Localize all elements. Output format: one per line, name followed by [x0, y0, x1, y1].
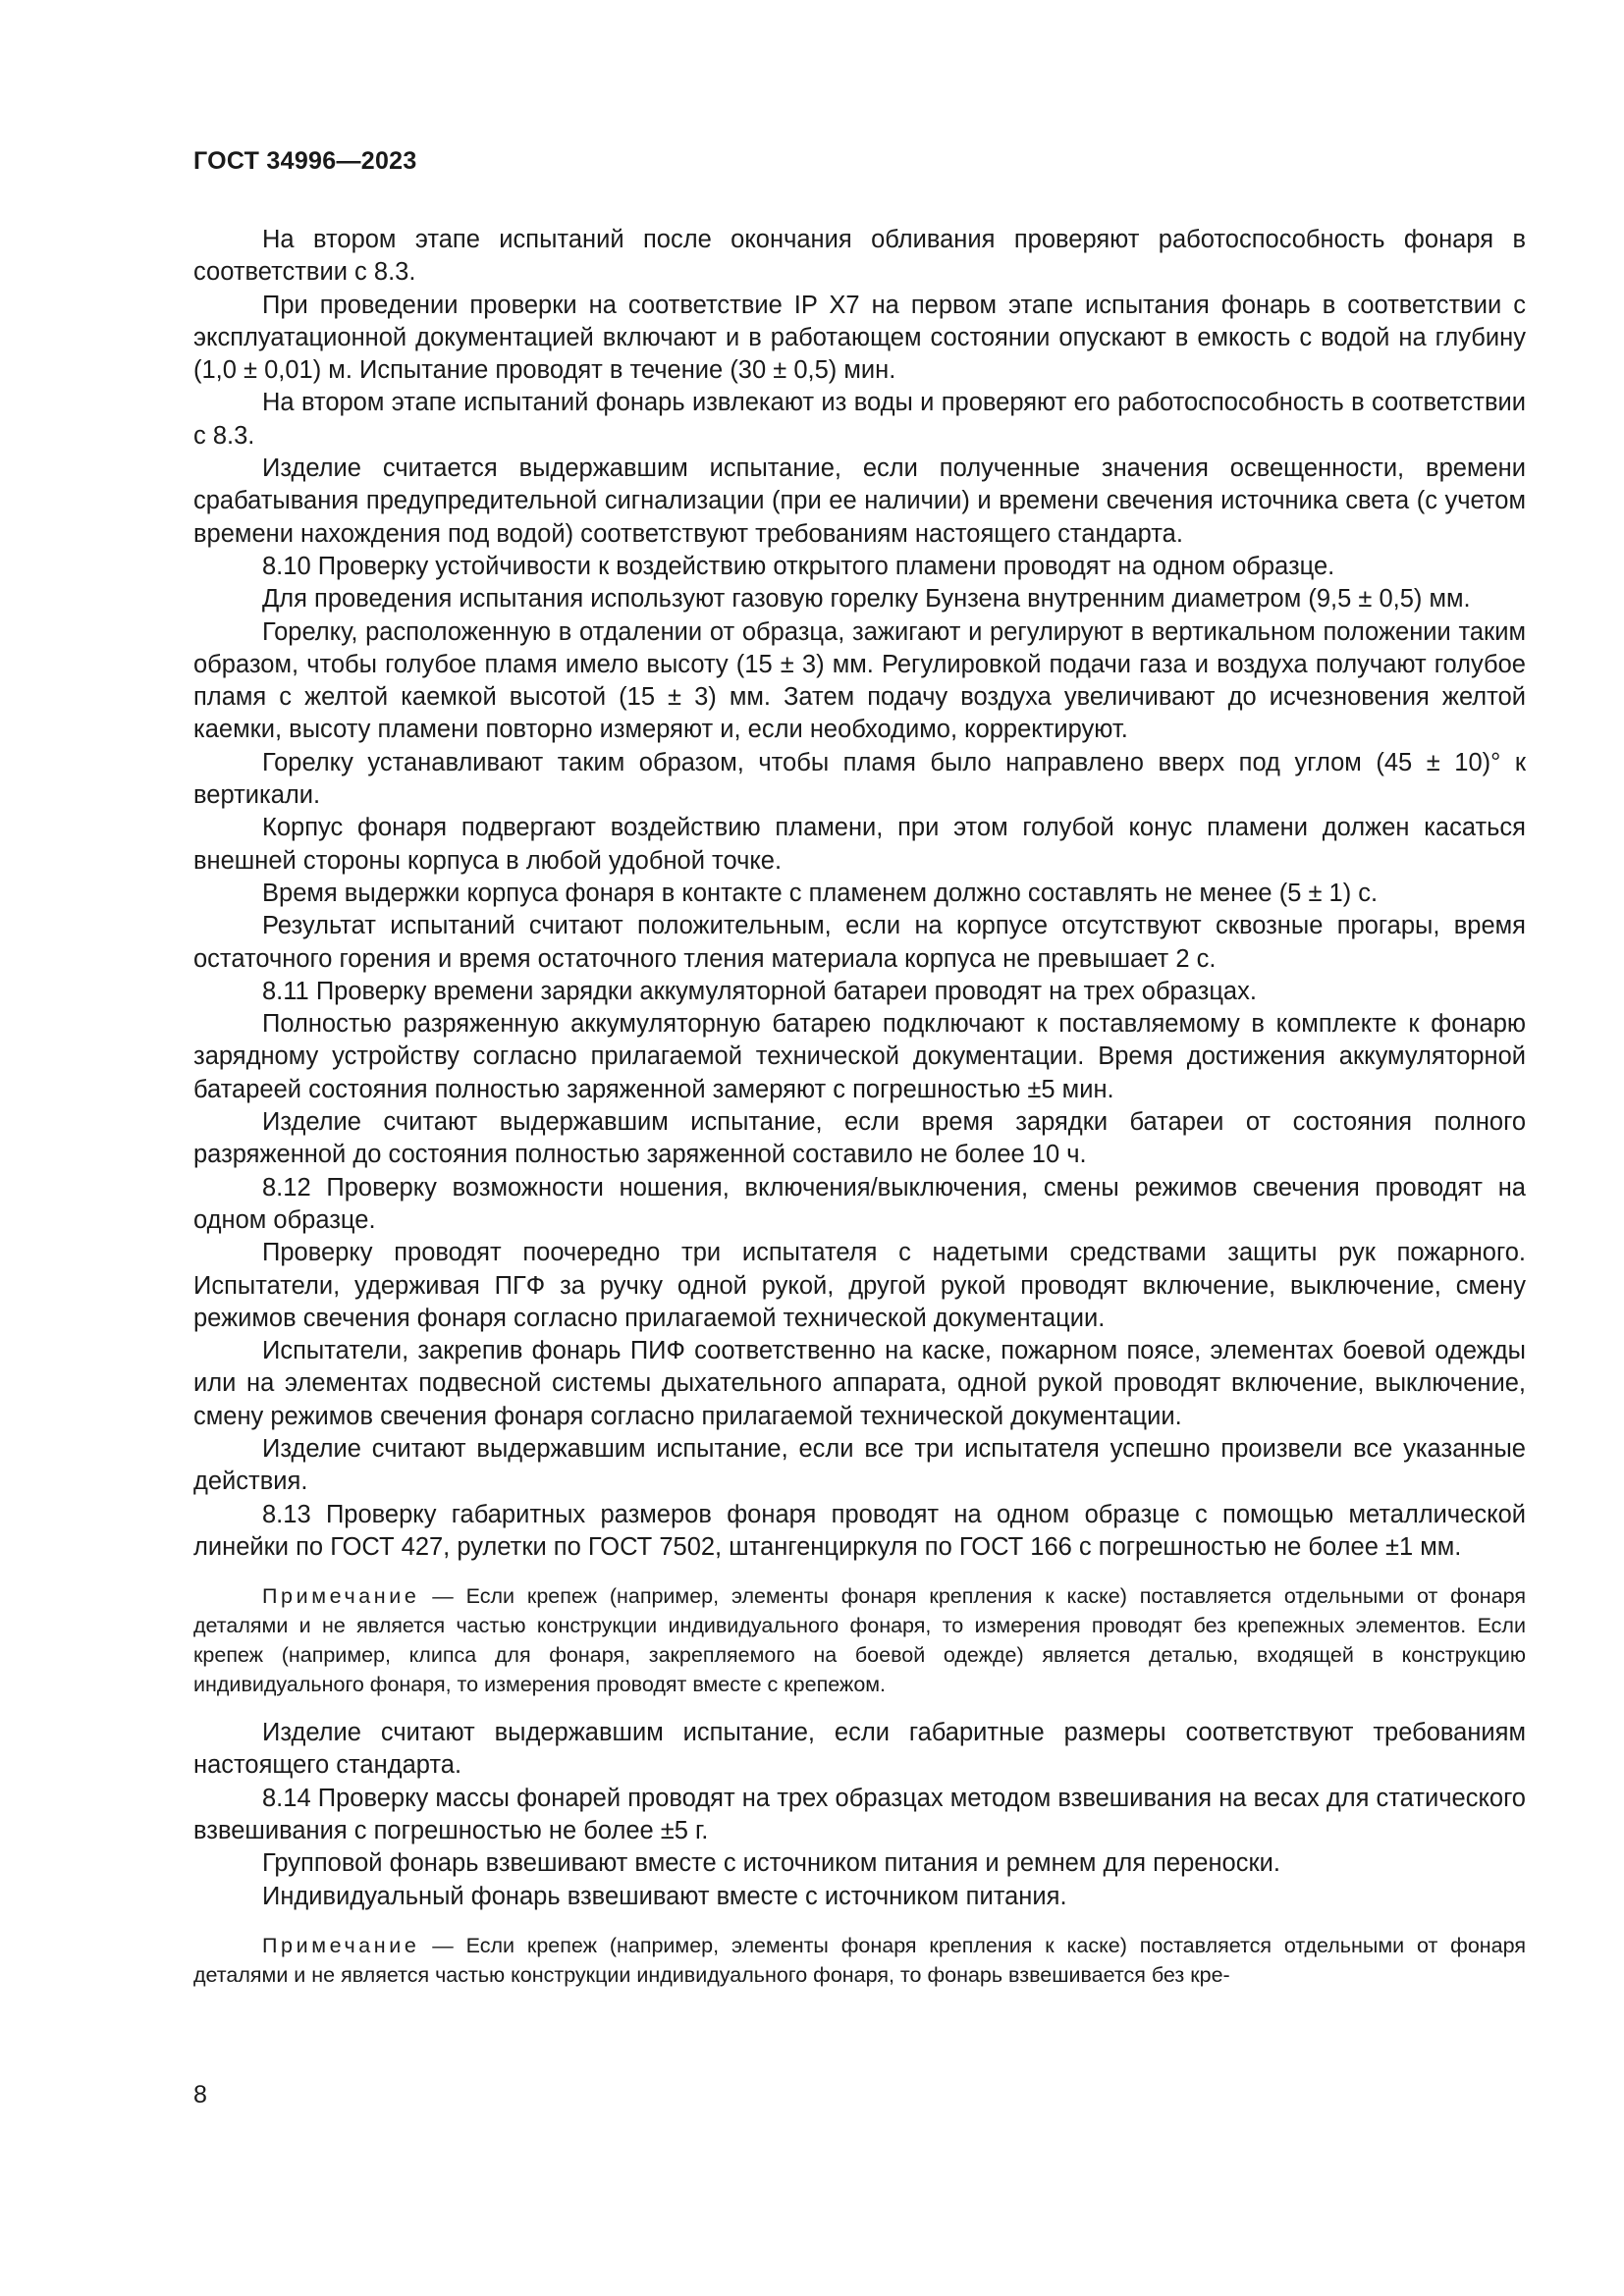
paragraph: На втором этапе испытаний после окончания обливания проверяют работоспособность фонаря в соответствии с 8.3.	[193, 226, 1526, 287]
paragraph: Для проведения испытания используют газовую горелку Бунзена внутренним диаметром (9,5 ± 0,5) мм.	[262, 585, 1471, 614]
paragraph: Корпус фонаря подвергают воздействию пламени, при этом голубой конус пламени должен касаться внешней стороны корпуса в любой удобной точке.	[193, 814, 1526, 875]
paragraph: Горелку, расположенную в отдалении от образца, зажигают и регулируют в вертикальном положении таким образом, чтобы голубое пламя имело высоту (15 ± 3) мм. Регулировкой подачи газа и воздуха получают голубое пламя с желтой каемкой высотой (15 ± 3) мм. Затем подачу воздуха увеличивают до исчезновения желтой каемки, высоту пламени повторно измеряют и, если необходимо, корректируют.	[193, 617, 1526, 744]
document-header: ГОСТ 34996—2023	[193, 147, 417, 175]
paragraph: Изделие считают выдержавшим испытание, если габаритные размеры соответствуют требованиям настоящего стандарта.	[193, 1719, 1526, 1780]
paragraph: 8.11 Проверку времени зарядки аккумуляторной батареи проводят на трех образцах.	[262, 977, 1257, 1005]
paragraph: На втором этапе испытаний фонарь извлекают из воды и проверяют его работоспособность в соответствии с 8.3.	[193, 389, 1526, 450]
paragraph: Изделие считают выдержавшим испытание, если все три испытателя успешно произвели все указанные действия.	[193, 1434, 1526, 1496]
paragraph: При проведении проверки на соответствие IP X7 на первом этапе испытания фонарь в соответствии с эксплуатационной документацией включают и в работающем состоянии опускают в емкость с водой на глубину (1,0 ± 0,01) м. Испытание проводят в течение (30 ± 0,5) мин.	[193, 291, 1526, 385]
paragraph: Полностью разряженную аккумуляторную батарею подключают к поставляемому в комплекте к фонарю зарядному устройству согласно прилагаемой технической документации. Время достижения аккумуляторной батареей состояния полностью заряженной замеряют с погрешностью ±5 мин.	[193, 1010, 1526, 1103]
note	[193, 1931, 1526, 1990]
paragraph: Изделие считается выдержавшим испытание, если полученные значения освещенности, времени срабатывания предупредительной сигнализации (при ее наличии) и времени свечения источника света (с учетом времени нахождения под водой) соответствуют требованиям настоящего стандарта.	[193, 454, 1526, 548]
paragraph: 8.12 Проверку возможности ношения, включения/выключения, смены режимов свечения проводят на одном образце.	[193, 1173, 1526, 1234]
page-number: 8	[193, 2081, 207, 2109]
paragraph: Проверку проводят поочередно три испытателя с надетыми средствами защиты рук пожарного. Испытатели, удерживая ПГФ за ручку одной рукой, другой рукой проводят включение, выключение, смену режимов свечения фонаря согласно прилагаемой технической документации.	[193, 1239, 1526, 1332]
note	[193, 1581, 1526, 1699]
paragraph: Индивидуальный фонарь взвешивают вместе с источником питания.	[262, 1882, 1067, 1910]
paragraph: Изделие считают выдержавшим испытание, если время зарядки батареи от состояния полного разряженной до состояния полностью заряженной составило не более 10 ч.	[193, 1108, 1526, 1169]
note-text: — Если крепеж (например, элементы фонаря крепления к каске) поставляется отдельными от фонаря деталями и не является частью конструкции индивидуального фонаря, то измерения проводят без крепежных элементов. Если крепеж (например, клипса для фонаря, закрепляемого на боевой одежде) является деталью, входящей в конструкцию индивидуального фонаря, то измерения проводят вместе с крепежом.	[193, 1584, 1526, 1697]
paragraph: Испытатели, закрепив фонарь ПИФ соответственно на каске, пожарном поясе, элементах боевой одежды или на элементах подвесной системы дыхательного аппарата, одной рукой проводят включение, выключение, смену режимов свечения фонаря согласно прилагаемой технической документации.	[193, 1337, 1526, 1430]
note-label: Примечание	[262, 1584, 420, 1609]
paragraph: Результат испытаний считают положительным, если на корпусе отсутствуют сквозные прогары, время остаточного горения и время остаточного тления материала корпуса не превышает 2 с.	[193, 912, 1526, 973]
note-text: — Если крепеж (например, элементы фонаря крепления к каске) поставляется отдельными от фонаря деталями и не является частью конструкции индивидуального фонаря, то фонарь взвешивается без кре-	[193, 1933, 1526, 1987]
paragraph: 8.14 Проверку массы фонарей проводят на трех образцах методом взвешивания на весах для статического взвешивания с погрешностью не более ±5 г.	[193, 1784, 1526, 1845]
paragraph: 8.10 Проверку устойчивости к воздействию открытого пламени проводят на одном образце.	[262, 552, 1335, 580]
note-label: Примечание	[262, 1933, 420, 1957]
paragraph: 8.13 Проверку габаритных размеров фонаря проводят на одном образце с помощью металлической линейки по ГОСТ 427, рулетки по ГОСТ 7502, штангенциркуля по ГОСТ 166 с погрешностью не более ±1 мм.	[193, 1500, 1526, 1561]
paragraph: Групповой фонарь взвешивают вместе с источником питания и ремнем для переноски.	[262, 1849, 1280, 1878]
paragraph: Время выдержки корпуса фонаря в контакте с пламенем должно составлять не менее (5 ± 1) с.	[262, 879, 1379, 907]
paragraph: Горелку устанавливают таким образом, чтобы пламя было направлено вверх под углом (45 ± 10)° к вертикали.	[193, 748, 1526, 810]
document-body	[193, 224, 1526, 1990]
